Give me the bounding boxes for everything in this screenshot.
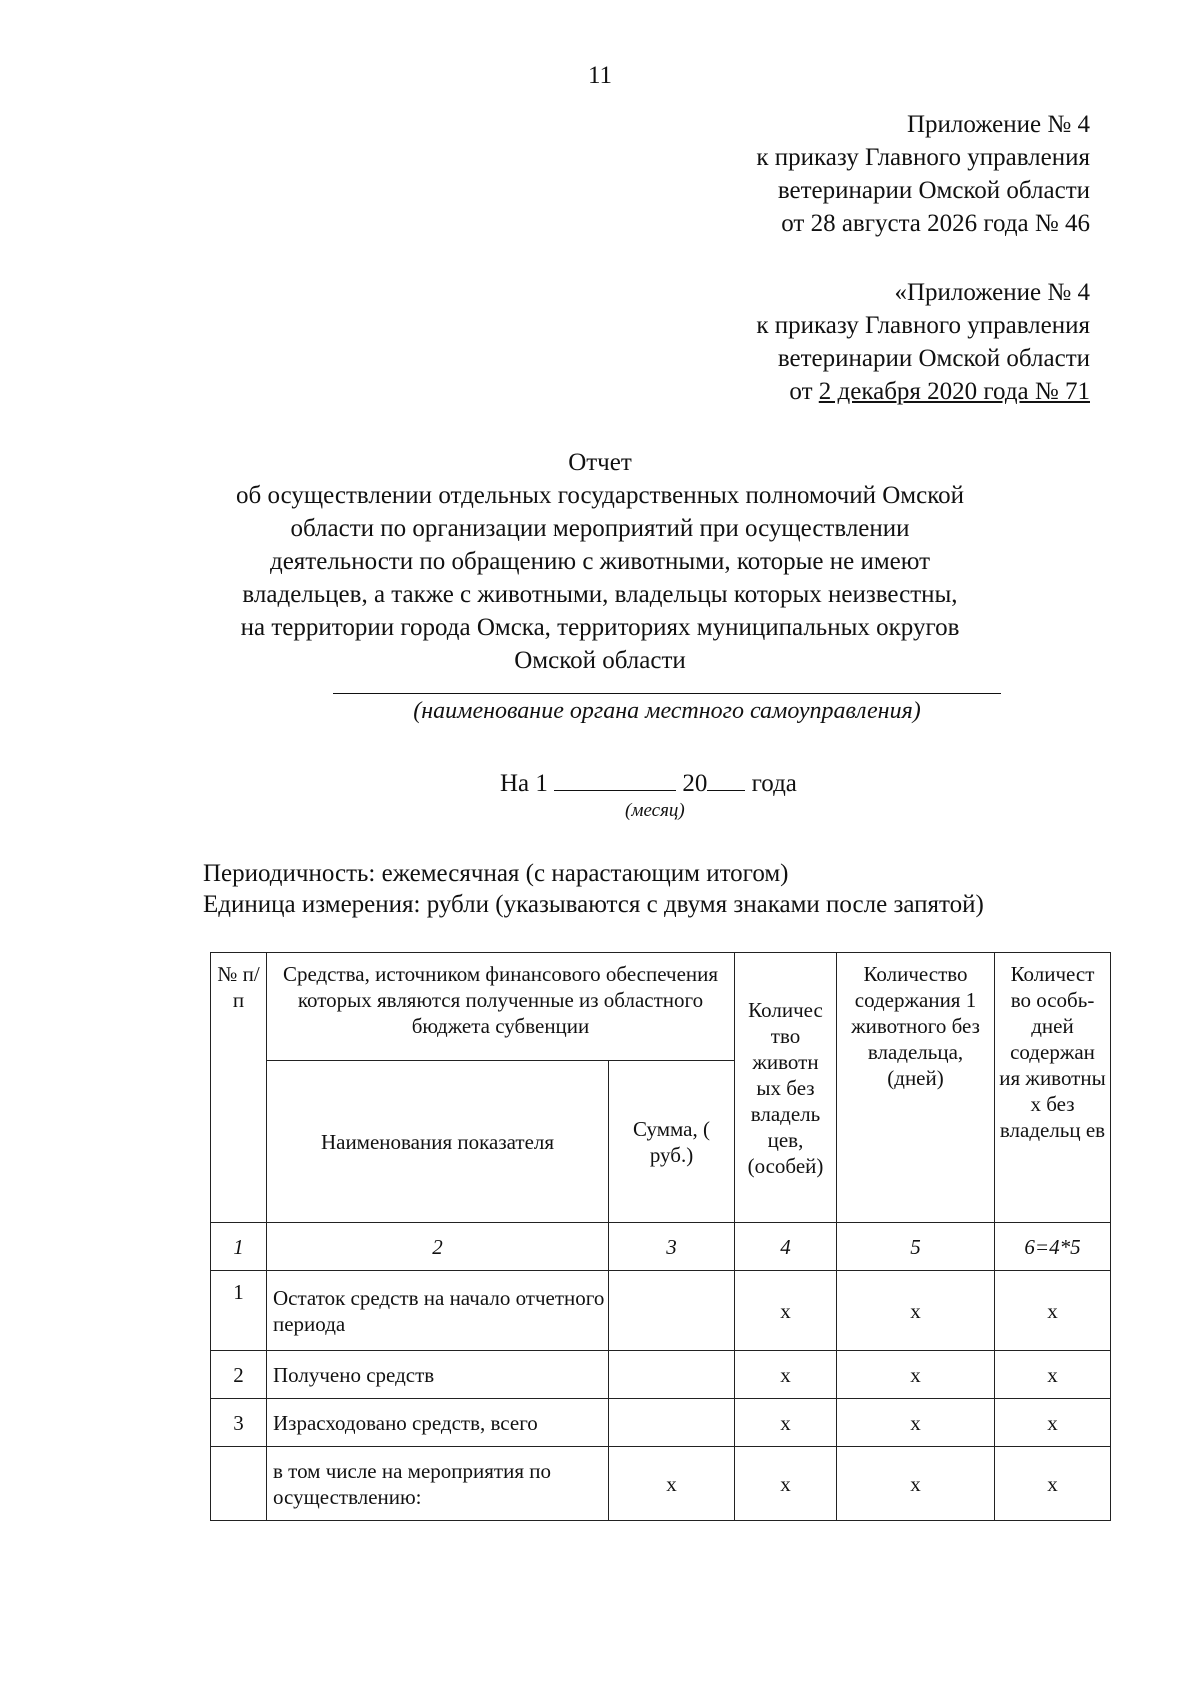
table-row: [211, 1271, 1111, 1351]
row-sum: [609, 1271, 735, 1351]
appendix-line: к приказу Главного управления: [756, 312, 1090, 339]
row-name: Израсходовано средств, всего: [267, 1399, 609, 1447]
appendix-date-underlined: 2 декабря 2020 года № 71: [818, 378, 1090, 405]
row-name: Получено средств: [267, 1351, 609, 1399]
measurement-unit: Единица измерения: рубли (указываются с двумя знаками после запятой): [203, 891, 984, 918]
row-cell: x: [837, 1351, 995, 1399]
month-blank: [554, 766, 676, 791]
appendix-line: к приказу Главного управления: [756, 144, 1090, 171]
appendix-line: ветеринарии Омской области: [777, 345, 1090, 372]
header-sum: Сумма, ( руб.): [609, 1061, 735, 1223]
page-number: 11: [587, 62, 613, 89]
header-funds-group: Средства, источником финансового обеспечения которых являются полученные из областного бюджета субвенции: [267, 953, 735, 1061]
appendix-date-prefix: от: [789, 378, 819, 405]
column-number: 4: [735, 1223, 837, 1271]
authority-caption: (наименование органа местного самоуправления): [413, 698, 921, 724]
appendix-line: Приложение № 4: [906, 111, 1090, 138]
title-line: об осуществлении отдельных государственных полномочий Омской: [236, 482, 964, 509]
column-number: 6=4*5: [995, 1223, 1111, 1271]
date-suffix: года: [751, 770, 797, 797]
authority-name-line: [333, 693, 1001, 694]
row-cell: x: [735, 1399, 837, 1447]
title-line: Омской области: [514, 647, 686, 674]
header-animals-count: Количес тво животн ых без владель цев, (особей): [735, 953, 837, 1223]
report-date-line: [500, 766, 797, 798]
header-animal-days: Количест во особь-дней содержан ия животны х без владельц ев: [995, 953, 1111, 1223]
appendix-line: ветеринарии Омской области: [777, 177, 1090, 204]
column-number: 5: [837, 1223, 995, 1271]
table-header-row: [211, 953, 1111, 1061]
row-name: в том числе на мероприятия по осуществлению:: [267, 1447, 609, 1521]
row-cell: x: [995, 1351, 1111, 1399]
month-caption: (месяц): [625, 800, 685, 821]
title-line: на территории города Омска, территориях муниципальных округов: [240, 614, 960, 641]
column-number: 2: [267, 1223, 609, 1271]
table-row: [211, 1447, 1111, 1521]
row-cell: x: [995, 1447, 1111, 1521]
appendix-line: [756, 375, 1090, 408]
row-number: [211, 1447, 267, 1521]
row-sum: [609, 1399, 735, 1447]
column-number: 1: [211, 1223, 267, 1271]
table-row: [211, 1351, 1111, 1399]
row-number: 2: [211, 1351, 267, 1399]
date-prefix: На 1: [500, 770, 548, 797]
table-row: [211, 1399, 1111, 1447]
appendix-header-new: [756, 108, 1090, 240]
column-number: 3: [609, 1223, 735, 1271]
column-numbers-row: [211, 1223, 1111, 1271]
row-cell: x: [735, 1351, 837, 1399]
row-cell: x: [735, 1447, 837, 1521]
report-table: [210, 952, 1111, 1521]
appendix-header-old: [756, 276, 1090, 408]
header-days-per-animal: Количество содержания 1 животного без владельца, (дней): [837, 953, 995, 1223]
appendix-line: «Приложение № 4: [894, 279, 1090, 306]
row-cell: x: [837, 1271, 995, 1351]
row-sum: [609, 1351, 735, 1399]
row-number: 1: [211, 1271, 267, 1351]
report-title: [180, 446, 1020, 677]
year-prefix: 20: [682, 770, 708, 797]
row-sum: x: [609, 1447, 735, 1521]
report-heading: Отчет: [568, 449, 632, 476]
appendix-line: от 28 августа 2026 года № 46: [781, 210, 1090, 237]
row-cell: x: [995, 1399, 1111, 1447]
row-cell: x: [837, 1399, 995, 1447]
header-num: № п/п: [211, 953, 267, 1223]
row-cell: x: [995, 1271, 1111, 1351]
periodicity: Периодичность: ежемесячная (с нарастающим итогом): [203, 860, 789, 887]
row-cell: x: [735, 1271, 837, 1351]
row-cell: x: [837, 1447, 995, 1521]
row-number: 3: [211, 1399, 267, 1447]
title-line: деятельности по обращению с животными, которые не имеют: [269, 548, 931, 575]
year-blank: [707, 766, 745, 791]
title-line: области по организации мероприятий при осуществлении: [290, 515, 910, 542]
title-line: владельцев, а также с животными, владельцы которых неизвестны,: [242, 581, 958, 608]
row-name: Остаток средств на начало отчетного периода: [267, 1271, 609, 1351]
header-indicator-name: Наименования показателя: [267, 1061, 609, 1223]
